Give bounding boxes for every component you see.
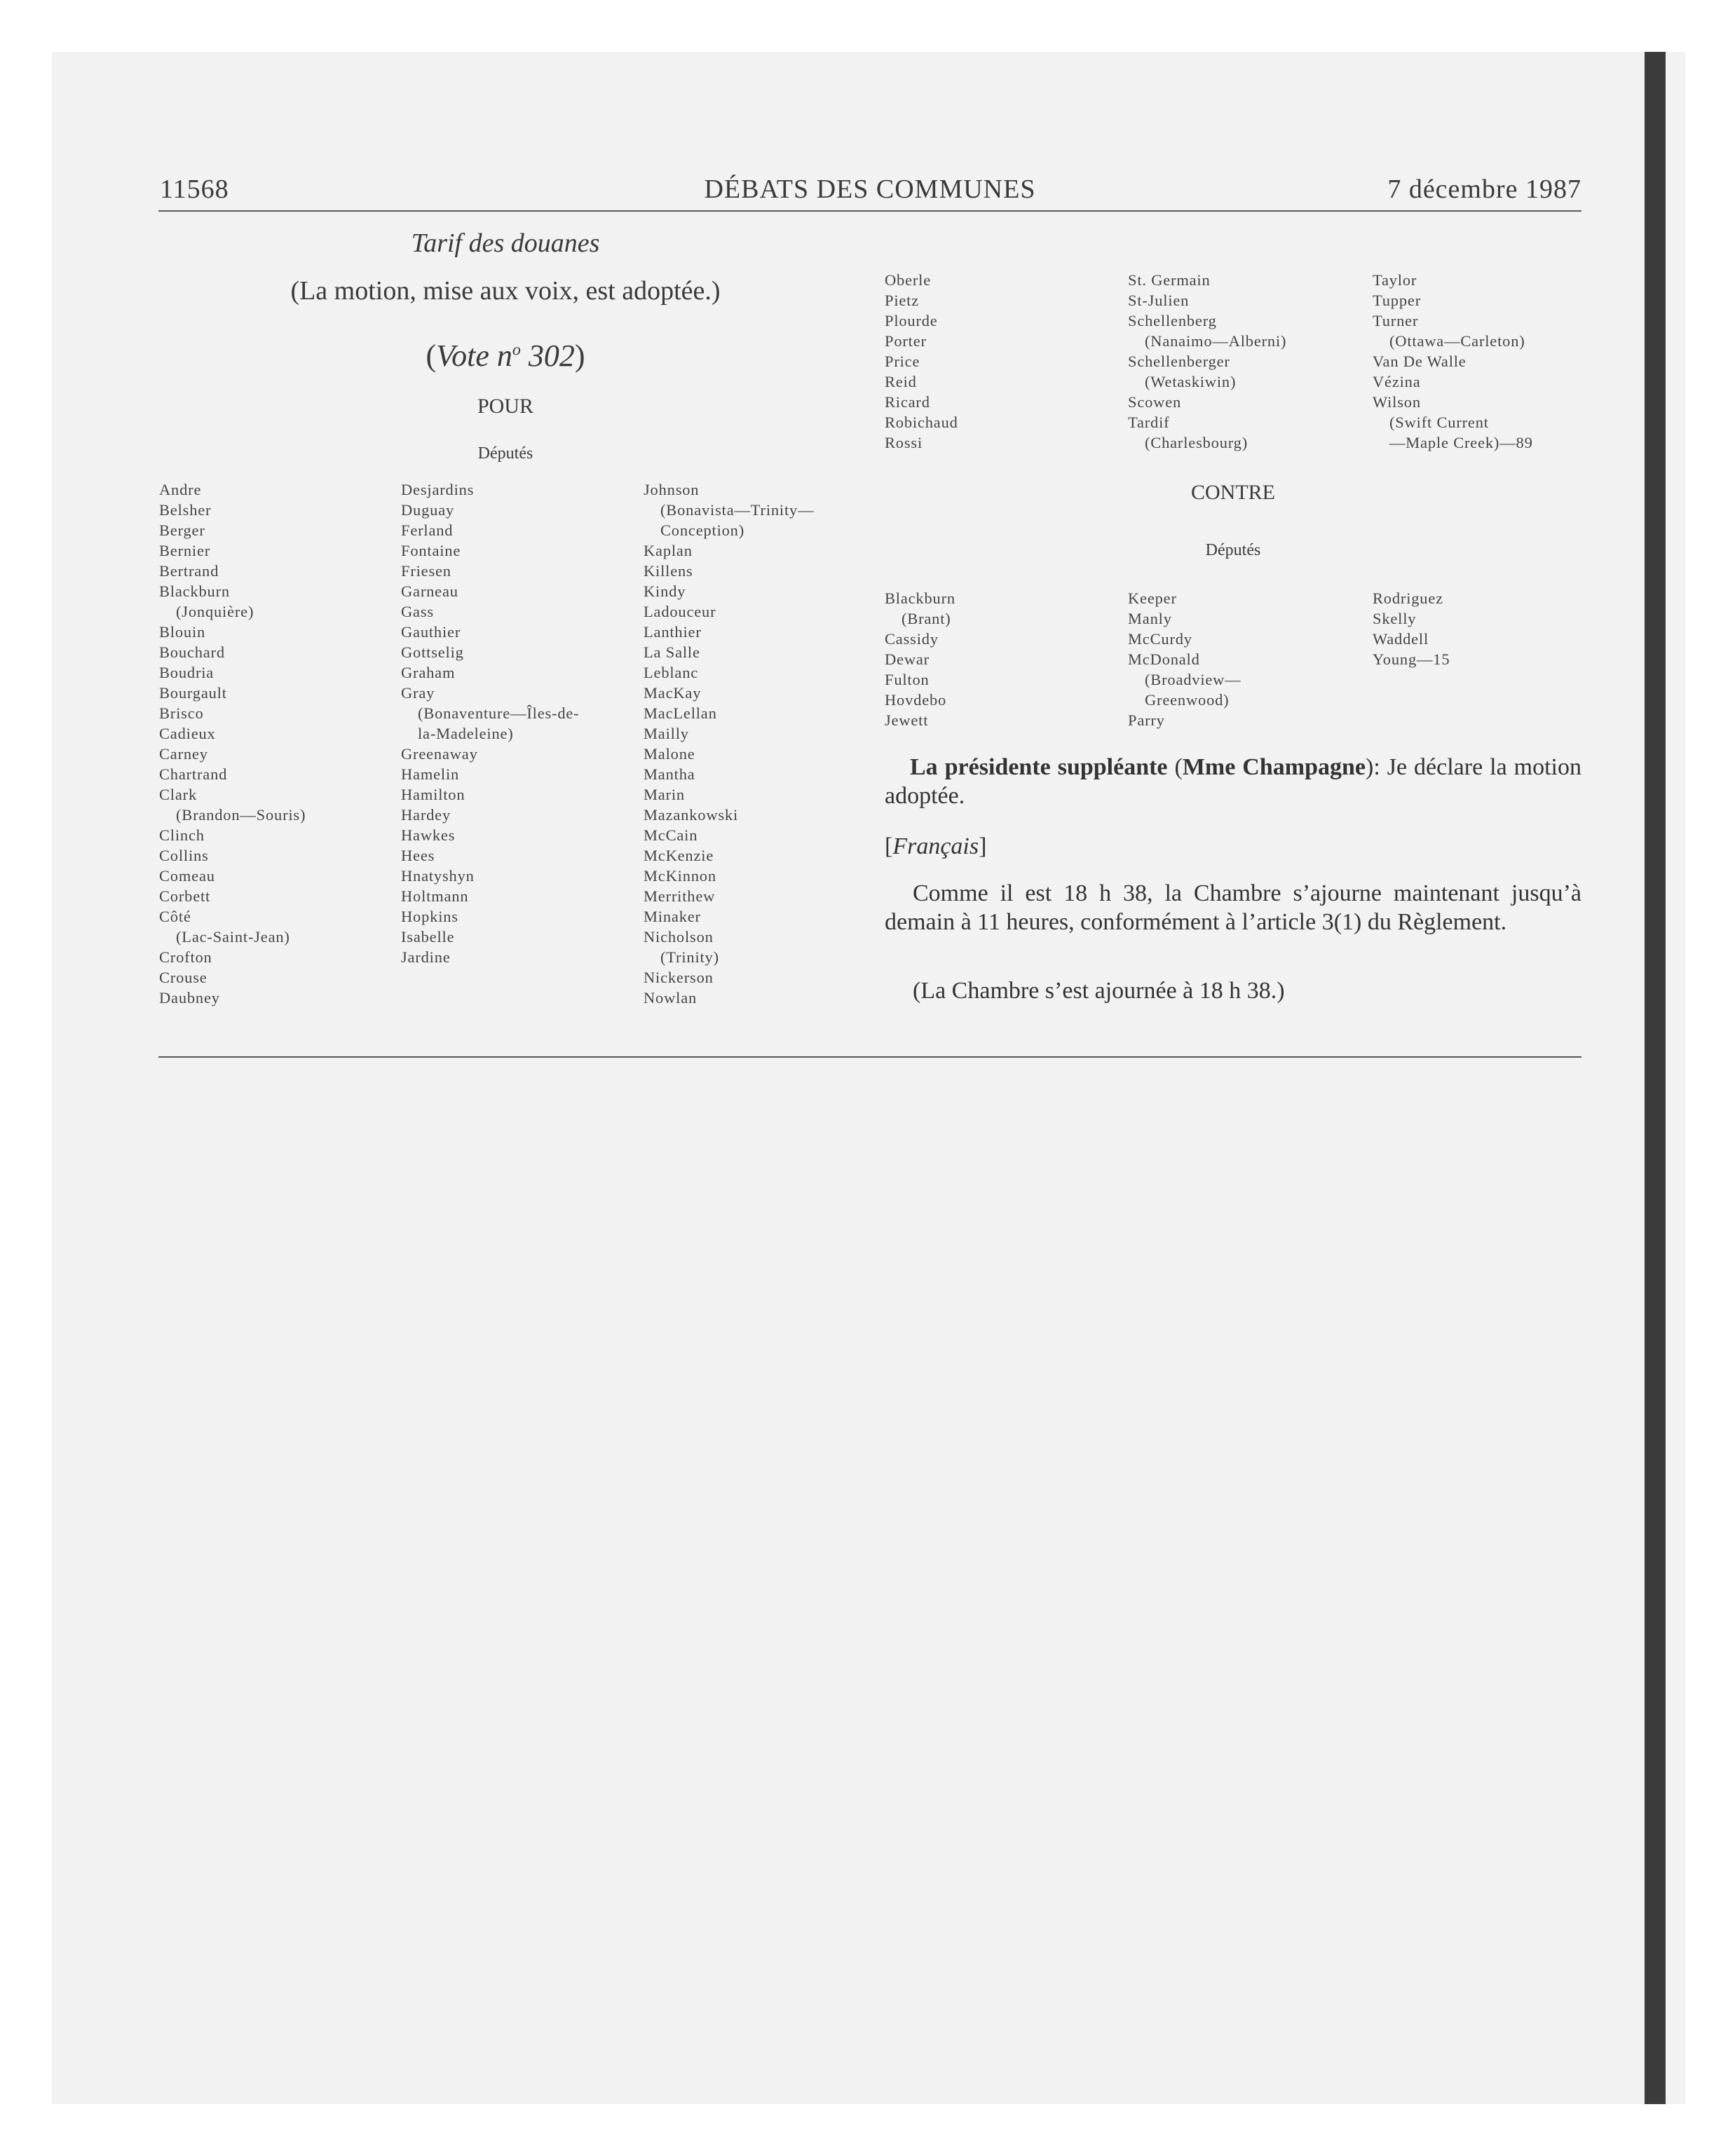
member-name: Tupper <box>1373 292 1421 309</box>
member-name: (Brandon—Souris) <box>176 806 306 824</box>
member-name: Rodriguez <box>1373 589 1443 607</box>
member-name: McKinnon <box>644 867 716 885</box>
member-name: (Charlesbourg) <box>1145 434 1248 451</box>
member-name: Malone <box>644 745 695 763</box>
member-name: Carney <box>159 745 208 763</box>
member-name: Friesen <box>401 562 451 580</box>
member-name: Berger <box>159 521 205 539</box>
member-name: Hnatyshyn <box>401 867 475 885</box>
language-bracket-close: ] <box>979 833 987 859</box>
member-name: Oberle <box>885 271 932 289</box>
member-name: Dewar <box>885 650 930 668</box>
contre-column-1 <box>885 588 955 730</box>
adjourned-note: (La Chambre s’est ajournée à 18 h 38.) <box>913 978 1285 1004</box>
member-name: McCurdy <box>1128 630 1192 648</box>
member-name: MacLellan <box>644 704 717 722</box>
member-name: Gray <box>401 684 435 702</box>
member-name: Hopkins <box>401 908 458 925</box>
bottom-rule <box>158 1056 1581 1058</box>
member-name: Comeau <box>159 867 215 885</box>
member-name: (Broadview— <box>1145 671 1241 688</box>
member-name: Turner <box>1373 312 1419 329</box>
member-name: Price <box>885 353 920 370</box>
language-name: Français <box>892 833 979 859</box>
member-name: Brisco <box>159 704 204 722</box>
member-name: Porter <box>885 332 927 350</box>
pour-column-3 <box>644 479 814 1008</box>
member-name: (Jonquière) <box>176 603 254 620</box>
member-name: St-Julien <box>1128 292 1190 309</box>
member-name: Vézina <box>1373 373 1421 390</box>
member-name: Johnson <box>644 481 700 498</box>
member-name: Ferland <box>401 521 454 539</box>
member-name: Cadieux <box>159 725 216 742</box>
member-name: Chartrand <box>159 765 228 783</box>
member-name: Boudria <box>159 664 215 681</box>
member-name: Robichaud <box>885 414 958 431</box>
speaker-statement <box>885 753 1581 810</box>
page-header <box>158 174 1581 212</box>
member-name: Clark <box>159 786 197 803</box>
member-name: Bertrand <box>159 562 219 580</box>
member-name: (Bonaventure—Îles-de- <box>418 704 580 722</box>
member-name: Andre <box>159 481 202 498</box>
page-number: 11568 <box>160 175 229 204</box>
member-name: (Brant) <box>901 610 951 627</box>
pour-subheading: Députés <box>477 444 533 463</box>
contre-column-2 <box>1128 588 1241 730</box>
member-name: (Ottawa—Carleton) <box>1389 332 1525 350</box>
member-name: Gass <box>401 603 434 620</box>
member-name: Leblanc <box>644 664 699 681</box>
member-name: Parry <box>1128 711 1165 729</box>
member-name: Corbett <box>159 887 211 905</box>
member-name: Schellenberg <box>1128 312 1217 329</box>
page-date: 7 décembre 1987 <box>1387 175 1581 204</box>
contre-heading: CONTRE <box>1191 481 1275 504</box>
member-name: Gottselig <box>401 643 464 661</box>
member-name: Plourde <box>885 312 938 329</box>
member-name: Pietz <box>885 292 919 309</box>
section-title: Tarif des douanes <box>411 228 600 258</box>
member-name: Reid <box>885 373 917 390</box>
member-name: (Wetaskiwin) <box>1145 373 1237 390</box>
member-name: Hawkes <box>401 826 456 844</box>
contre-column-3 <box>1373 588 1450 669</box>
vote-number <box>158 338 852 374</box>
member-name: Bernier <box>159 542 211 559</box>
member-name: Mantha <box>644 765 695 783</box>
member-name: Desjardins <box>401 481 475 498</box>
member-name: (Swift Current <box>1389 414 1489 431</box>
speaker-name: La présidente suppléante <box>910 754 1168 780</box>
vote-number-value: 302 <box>520 339 575 373</box>
speaker-honorific: Mme Champagne <box>1182 754 1366 780</box>
pour-column-5 <box>1128 270 1286 453</box>
member-name: Keeper <box>1128 589 1177 607</box>
adjourn-paragraph: Comme il est 18 h 38, la Chambre s’ajourne maintenant jusqu’à demain à 11 heures, conformément à l’article 3(1) du Règlement. <box>885 880 1581 935</box>
member-name: Isabelle <box>401 928 455 946</box>
member-name: Côté <box>159 908 191 925</box>
member-name: Marin <box>644 786 685 803</box>
member-name: (Trinity) <box>660 948 719 966</box>
member-name: Schellenberger <box>1128 353 1230 370</box>
member-name: Hardey <box>401 806 451 824</box>
member-name: McDonald <box>1128 650 1200 668</box>
member-name: Belsher <box>159 501 212 519</box>
member-name: MacKay <box>644 684 702 702</box>
member-name: Tardif <box>1128 414 1170 431</box>
pour-column-6 <box>1373 270 1533 453</box>
member-name: Daubney <box>159 989 220 1007</box>
pour-heading: POUR <box>477 395 534 418</box>
member-name: (Nanaimo—Alberni) <box>1145 332 1287 350</box>
member-name: Cassidy <box>885 630 939 648</box>
member-name: Blackburn <box>159 582 230 600</box>
language-tag <box>885 832 1581 861</box>
speaker-statement-text: Je déclare la motion adoptée. <box>885 754 1581 809</box>
member-name: Graham <box>401 664 456 681</box>
member-name: Scowen <box>1128 393 1182 411</box>
member-name: Bouchard <box>159 643 225 661</box>
member-name: Crouse <box>159 969 207 986</box>
member-name: Collins <box>159 847 209 864</box>
member-name: Hamilton <box>401 786 465 803</box>
member-name: Blackburn <box>885 589 955 607</box>
speaker-paren-close: ): <box>1366 754 1380 780</box>
member-name: Van De Walle <box>1373 353 1467 370</box>
member-name: Mailly <box>644 725 689 742</box>
member-name: Fulton <box>885 671 930 688</box>
member-name: Manly <box>1128 610 1172 627</box>
member-name: Young—15 <box>1373 650 1450 668</box>
pour-column-4 <box>885 270 958 453</box>
member-name: St. Germain <box>1128 271 1211 289</box>
motion-adopted-note: (La motion, mise aux voix, est adoptée.) <box>290 276 721 306</box>
member-name: Nicholson <box>644 928 714 946</box>
member-name: Lanthier <box>644 623 702 641</box>
vote-label-superscript: o <box>512 341 521 360</box>
member-name: Rossi <box>885 434 923 451</box>
member-name: (Lac-Saint-Jean) <box>176 928 290 946</box>
member-name: —Maple Creek)—89 <box>1389 434 1533 451</box>
member-name: Jardine <box>401 948 451 966</box>
member-name: Bourgault <box>159 684 227 702</box>
member-name: Clinch <box>159 826 205 844</box>
member-name: Minaker <box>644 908 701 925</box>
member-name: McCain <box>644 826 698 844</box>
member-name: Holtmann <box>401 887 469 905</box>
vote-label: Vote n <box>436 339 512 373</box>
member-name: Hovdebo <box>885 691 947 709</box>
member-name: Nowlan <box>644 989 698 1007</box>
member-name: Duguay <box>401 501 455 519</box>
member-name: Mazankowski <box>644 806 739 824</box>
member-name: Jewett <box>885 711 929 729</box>
member-name: Garneau <box>401 582 458 600</box>
member-name: Nickerson <box>644 969 714 986</box>
contre-subheading: Députés <box>1205 541 1261 559</box>
member-name: Kaplan <box>644 542 693 559</box>
member-name: Ricard <box>885 393 930 411</box>
vote-paren-open: ( <box>426 339 437 373</box>
member-name: Fontaine <box>401 542 461 559</box>
member-name: Blouin <box>159 623 206 641</box>
speaker-paren-open: ( <box>1167 754 1183 780</box>
member-name: Hamelin <box>401 765 460 783</box>
member-name: Wilson <box>1373 393 1421 411</box>
member-name: La Salle <box>644 643 700 661</box>
member-name: Waddell <box>1373 630 1429 648</box>
member-name: Hees <box>401 847 435 864</box>
member-name: la-Madeleine) <box>418 725 514 742</box>
member-name: Merrithew <box>644 887 716 905</box>
member-name: McKenzie <box>644 847 714 864</box>
scan-edge-shadow <box>1645 52 1666 2104</box>
member-name: Gauthier <box>401 623 461 641</box>
publication-title: DÉBATS DES COMMUNES <box>704 175 1036 204</box>
member-name: Taylor <box>1373 271 1417 289</box>
vote-paren-close: ) <box>574 339 585 373</box>
member-name: Conception) <box>660 521 745 539</box>
member-name: Crofton <box>159 948 212 966</box>
member-name: Skelly <box>1373 610 1417 627</box>
member-name: Greenwood) <box>1145 691 1230 709</box>
pour-column-2 <box>401 479 579 967</box>
language-bracket-open: [ <box>885 833 893 859</box>
member-name: (Bonavista—Trinity— <box>660 501 815 519</box>
member-name: Killens <box>644 562 693 580</box>
member-name: Greenaway <box>401 745 478 763</box>
member-name: Ladouceur <box>644 603 716 620</box>
member-name: Kindy <box>644 582 686 600</box>
pour-column-1 <box>159 479 306 1008</box>
